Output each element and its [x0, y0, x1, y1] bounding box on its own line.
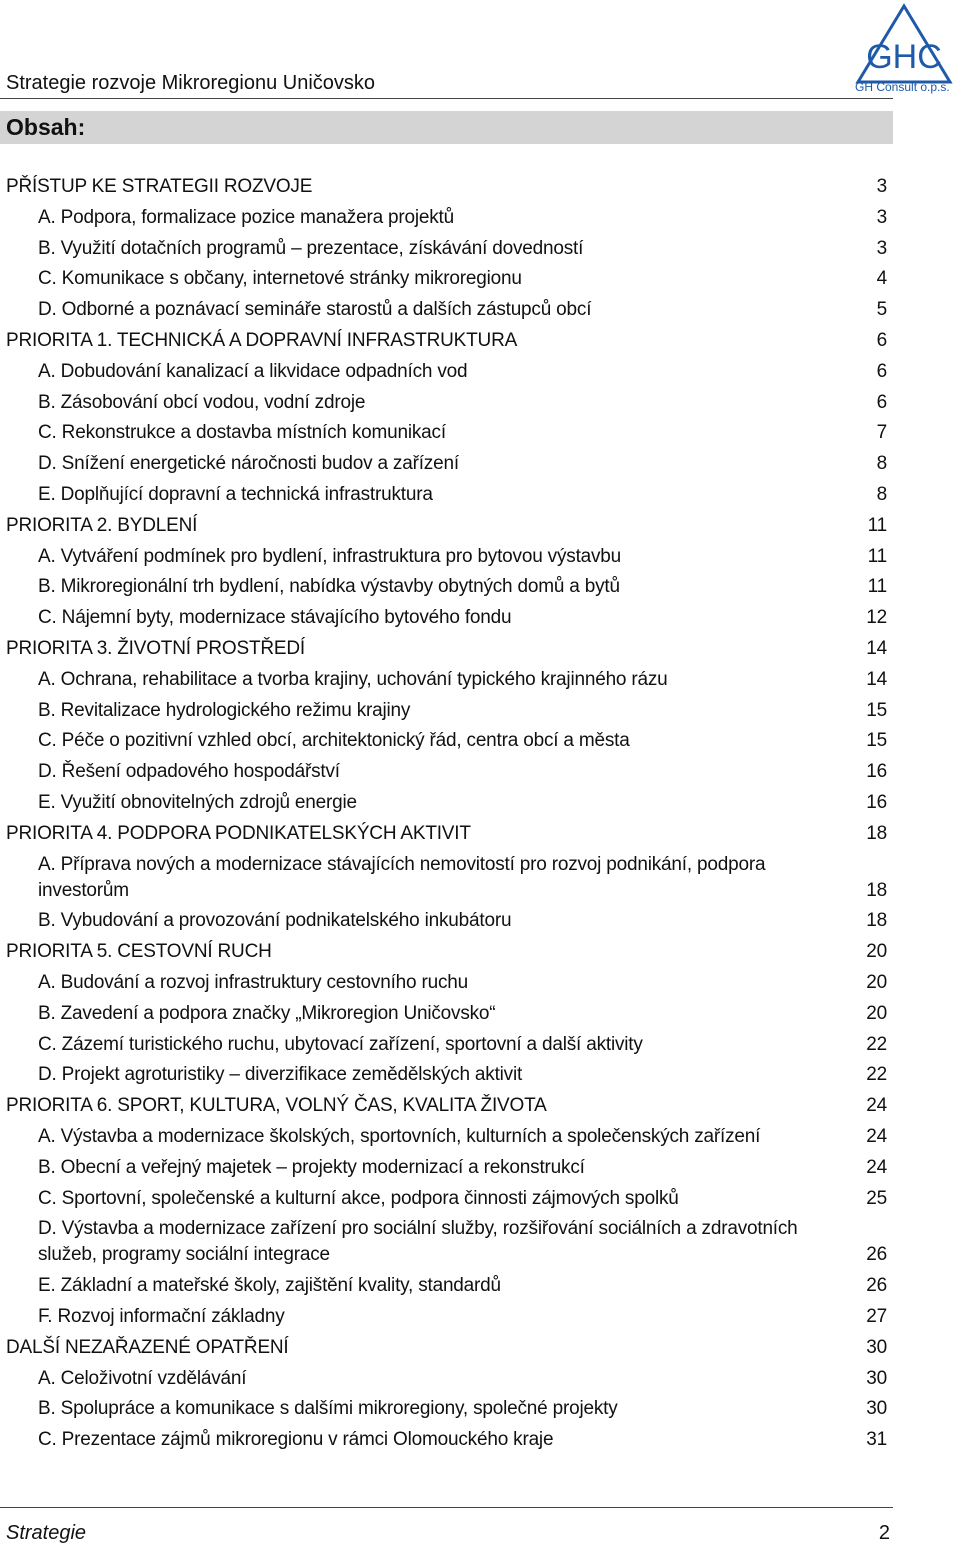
toc-entry-page: 26 [866, 1275, 887, 1297]
toc-entry-label: D. Řešení odpadového hospodářství [38, 761, 340, 783]
toc-entry-page: 15 [866, 699, 887, 721]
toc-entry-page: 18 [866, 879, 887, 901]
toc-entry-label: PRIORITA 4. PODPORA PODNIKATELSKÝCH AKTIVIT [6, 822, 471, 844]
toc-entry-page: 3 [876, 176, 887, 197]
toc-entry-page: 30 [866, 1398, 887, 1420]
page-number: 2 [878, 1522, 890, 1544]
toc-entry-page: 11 [867, 514, 887, 536]
toc-entry-label: A. Celoživotní vzdělávání [38, 1367, 247, 1389]
toc-entry-label: DALŠÍ NEZAŘAZENÉ OPATŘENÍ [6, 1336, 289, 1358]
toc-entry-page: 8 [876, 453, 887, 475]
toc-entry-page: 22 [866, 1064, 887, 1086]
toc-entry-continuation: investorům [38, 879, 129, 901]
toc-entry-label: A. Vytváření podmínek pro bydlení, infrastruktura pro bytovou výstavbu [38, 545, 622, 567]
toc-entry-label: C. Nájemní byty, modernizace stávajícího bytového fondu [38, 607, 512, 629]
toc-entry-continuation: služeb, programy sociální integrace [38, 1244, 330, 1266]
toc-entry-page: 18 [866, 910, 887, 932]
toc-entry-label: A. Dobudování kanalizací a likvidace odpadních vod [38, 360, 468, 382]
toc-entry-page: 20 [866, 941, 887, 963]
toc-entry-label: C. Komunikace s občany, internetové stránky mikroregionu [38, 268, 522, 290]
document-title: Strategie rozvoje Mikroregionu Uničovsko [6, 72, 376, 94]
toc-entry-label: PRIORITA 1. TECHNICKÁ A DOPRAVNÍ INFRASTRUKTURA [6, 330, 518, 351]
toc-entry-page: 12 [866, 607, 887, 629]
toc-entry-page: 31 [866, 1429, 887, 1451]
toc-entry-page: 26 [866, 1244, 887, 1266]
toc-entry-page: 22 [866, 1033, 887, 1055]
toc-entry-page: 18 [866, 822, 887, 844]
toc-entry-label: C. Sportovní, společenské a kulturní akce, podpora činnosti zájmových spolků [38, 1187, 679, 1209]
toc-entry-page: 30 [866, 1336, 887, 1358]
toc-entry-page: 6 [876, 391, 887, 413]
toc-entry-label: B. Využití dotačních programů – prezentace, získávání dovedností [38, 237, 584, 259]
toc-entry-page: 8 [876, 484, 887, 505]
toc-entry-page: 3 [876, 206, 887, 228]
toc-entry-label: E. Doplňující dopravní a technická infrastruktura [38, 484, 433, 505]
footer-divider [0, 1507, 893, 1508]
toc-entry-page: 16 [866, 761, 887, 783]
toc-entry-label: PRIORITA 2. BYDLENÍ [6, 514, 198, 536]
toc-entry-page: 4 [876, 268, 887, 290]
toc-entry-label: A. Ochrana, rehabilitace a tvorba krajiny, uchování typického krajinného rázu [38, 668, 668, 690]
toc-entry-label: F. Rozvoj informační základny [38, 1306, 285, 1327]
logo-subtext: GH Consult o.p.s. [855, 80, 950, 94]
toc-entry-label: B. Spolupráce a komunikace s dalšími mikroregiony, společné projekty [38, 1398, 618, 1420]
toc-entry-page: 25 [866, 1187, 887, 1209]
toc-entry-page: 20 [866, 972, 887, 993]
toc-entry-page: 14 [866, 668, 887, 690]
toc-entry-page: 20 [866, 1002, 887, 1024]
toc-entry-label: A. Příprava nových a modernizace stávajících nemovitostí pro rozvoj podnikání, podpora [38, 853, 766, 875]
toc-entry-page: 14 [866, 638, 887, 659]
logo-text: GHC [866, 38, 942, 76]
toc-entry-label: B. Mikroregionální trh bydlení, nabídka výstavby obytných domů a bytů [38, 576, 620, 598]
footer-label: Strategie [6, 1522, 87, 1544]
toc-entry-label: E. Základní a mateřské školy, zajištění kvality, standardů [38, 1275, 501, 1297]
toc-entry-page: 30 [866, 1367, 887, 1389]
toc-entry-label: C. Rekonstrukce a dostavba místních komunikací [38, 422, 446, 444]
toc-entry-page: 24 [866, 1095, 887, 1117]
toc-entry-label: A. Podpora, formalizace pozice manažera projektů [38, 206, 455, 228]
toc-entry-label: C. Péče o pozitivní vzhled obcí, architektonický řád, centra obcí a města [38, 730, 630, 752]
toc-entry-label: PRIORITA 5. CESTOVNÍ RUCH [6, 941, 272, 963]
toc-entry-label: D. Projekt agroturistiky – diverzifikace zemědělských aktivit [38, 1064, 523, 1086]
toc-entry-label: D. Odborné a poznávací semináře starostů a dalších zástupců obcí [38, 299, 592, 321]
toc-entry-label: PRIORITA 6. SPORT, KULTURA, VOLNÝ ČAS, KVALITA ŽIVOTA [6, 1095, 547, 1117]
toc-entry-page: 16 [866, 792, 887, 813]
toc-entry-page: 6 [876, 330, 887, 351]
toc-entry-label: D. Snížení energetické náročnosti budov a zařízení [38, 453, 459, 475]
toc-entry-label: C. Prezentace zájmů mikroregionu v rámci Olomouckého kraje [38, 1429, 554, 1451]
toc-entry-label: A. Výstavba a modernizace školských, sportovních, kulturních a společenských zařízení [38, 1126, 761, 1147]
toc-entry-label: A. Budování a rozvoj infrastruktury cestovního ruchu [38, 972, 468, 993]
toc-heading [0, 111, 893, 144]
toc-entry-label: PRIORITA 3. ŽIVOTNÍ PROSTŘEDÍ [6, 638, 305, 659]
toc-entry-page: 7 [876, 422, 887, 444]
toc-entry-label: PŘÍSTUP KE STRATEGII ROZVOJE [6, 176, 313, 197]
toc-entry-label: C. Zázemí turistického ruchu, ubytovací zařízení, sportovní a další aktivity [38, 1033, 643, 1055]
toc-entry-page: 3 [876, 237, 887, 259]
toc-entry-page: 24 [866, 1126, 887, 1147]
toc-entry-label: B. Zásobování obcí vodou, vodní zdroje [38, 391, 366, 413]
header-divider [0, 98, 893, 99]
toc-entry-page: 15 [866, 730, 887, 752]
toc-entry-page: 11 [867, 576, 887, 598]
toc-heading-label: Obsah: [6, 114, 86, 140]
toc-entry-label: B. Vybudování a provozování podnikatelského inkubátoru [38, 910, 512, 932]
toc-entry-label: E. Využití obnovitelných zdrojů energie [38, 792, 357, 813]
toc-entry-label: B. Revitalizace hydrologického režimu krajiny [38, 699, 411, 721]
toc-entry-label: D. Výstavba a modernizace zařízení pro sociální služby, rozšiřování sociálních a zdravotních [38, 1218, 798, 1240]
toc-entry-label: B. Zavedení a podpora značky „Mikroregion Uničovsko“ [38, 1002, 496, 1024]
toc-entry-label: B. Obecní a veřejný majetek – projekty modernizací a rekonstrukcí [38, 1156, 585, 1178]
toc-entry-page: 5 [876, 299, 887, 321]
toc-entry-page: 6 [876, 360, 887, 382]
toc-entry-page: 11 [867, 545, 887, 567]
toc-entry-page: 24 [866, 1156, 887, 1178]
toc-entry-page: 27 [866, 1306, 887, 1327]
